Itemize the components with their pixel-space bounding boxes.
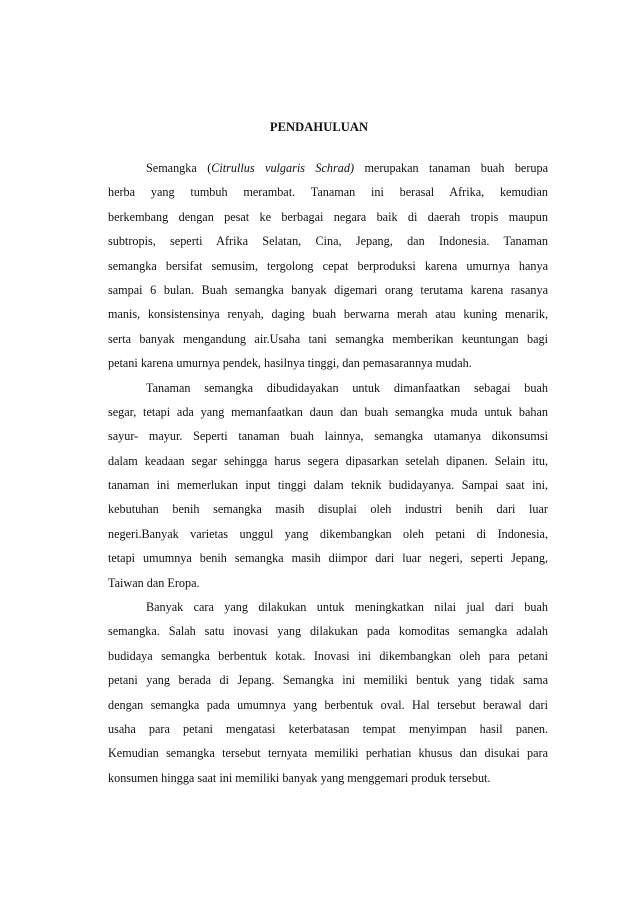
paragraph-line: negeri.Banyak varietas unggul yang dikembangkan oleh petani di Indonesia, (108, 526, 548, 541)
paragraph-line: berkembang dengan pesat ke berbagai negara baik di daerah tropis maupun (108, 209, 548, 224)
paragraph-line: petani yang berada di Jepang. Semangka ini memiliki bentuk yang tidak sama (108, 673, 548, 688)
paragraph-line: semangka bersifat semusim, tergolong cepat berproduksi karena umurnya hanya (108, 258, 548, 273)
paragraph-line: herba yang tumbuh merambat. Tanaman ini berasal Afrika, kemudian (108, 185, 548, 200)
paragraph-line: Kemudian semangka tersebut ternyata memiliki perhatian khusus dan disukai para (108, 746, 548, 761)
paragraph-line: dengan semangka pada umumnya yang berbentuk oval. Hal tersebut berawal dari (108, 697, 548, 712)
paragraph-line: semangka. Salah satu inovasi yang dilakukan pada komoditas semangka adalah (108, 624, 548, 639)
paragraph-line: Taiwan dan Eropa. (108, 575, 200, 590)
body-text (108, 156, 548, 790)
paragraph-line: dalam keadaan segar sehingga harus segera dipasarkan setelah dipanen. Selain itu, (108, 453, 548, 468)
text-run: merupakan tanaman buah berupa (354, 161, 549, 175)
paragraph-line: kebutuhan benih semangka masih disuplai oleh industri benih dari luar (108, 502, 548, 517)
paragraph-line: Banyak cara yang dilakukan untuk meningkatkan nilai jual dari buah (146, 600, 548, 615)
paragraph-line: usaha para petani mengatasi keterbatasan tempat menyimpan hasil panen. (108, 721, 548, 736)
paragraph-line: tetapi umumnya benih semangka masih diimpor dari luar negeri, seperti Jepang, (108, 551, 548, 566)
paragraph-line: subtropis, seperti Afrika Selatan, Cina, Jepang, dan Indonesia. Tanaman (108, 234, 548, 249)
paragraph-line: budidaya semangka berbentuk kotak. Inovasi ini dikembangkan oleh para petani (108, 648, 548, 663)
paragraph-line (108, 156, 548, 180)
paragraph-line: tanaman ini memerlukan input tinggi dalam teknik budidayanya. Sampai saat ini, (108, 478, 548, 493)
paragraph-1 (108, 156, 548, 376)
page-title: PENDAHULUAN (269, 120, 369, 134)
paragraph-line: segar, tetapi ada yang memanfaatkan daun dan buah semangka muda untuk bahan (108, 404, 548, 419)
paragraph-2 (108, 376, 548, 596)
paragraph-3 (108, 595, 548, 790)
paragraph-line: petani karena umurnya pendek, hasilnya tinggi, dan pemasarannya mudah. (108, 356, 472, 371)
text-run: Semangka ( (146, 161, 212, 175)
paragraph-line: Tanaman semangka dibudidayakan untuk dimanfaatkan sebagai buah (146, 380, 548, 395)
paragraph-line: serta banyak mengandung air.Usaha tani semangka memberikan keuntungan bagi (108, 331, 548, 346)
paragraph-line: manis, konsistensinya renyah, daging buah berwarna merah atau kuning menarik, (108, 307, 548, 322)
paragraph-line: konsumen hingga saat ini memiliki banyak yang menggemari produk tersebut. (108, 770, 491, 785)
paragraph-line: sayur- mayur. Seperti tanaman buah lainnya, semangka utamanya dikonsumsi (108, 429, 548, 444)
scientific-name: Citrullus vulgaris Schrad) (211, 161, 355, 175)
paragraph-line: sampai 6 bulan. Buah semangka banyak digemari orang terutama karena rasanya (108, 282, 548, 297)
